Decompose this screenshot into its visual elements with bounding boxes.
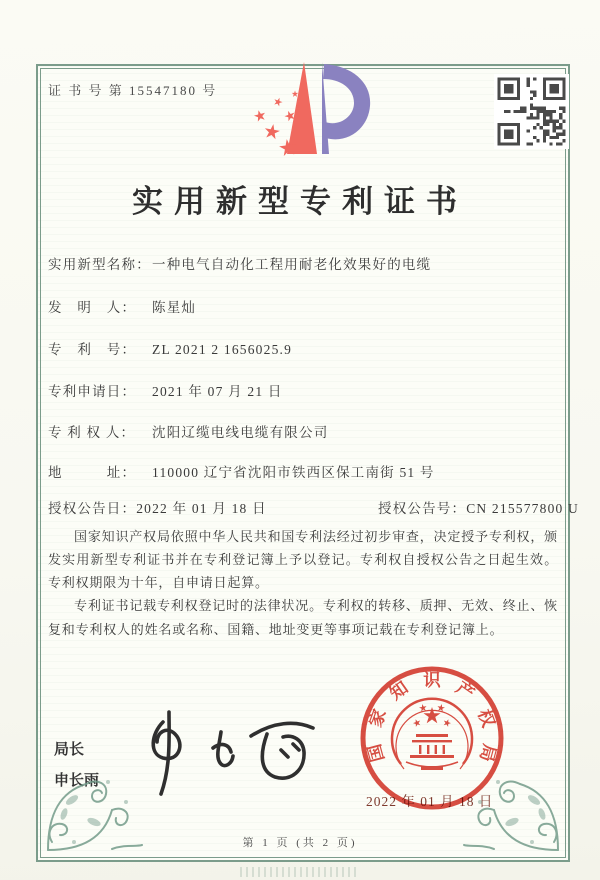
- grant-date-value: 2022 年 01 月 18 日: [136, 501, 267, 516]
- field-row-patent-no: [48, 338, 560, 358]
- field-label: 专 利 号：: [48, 342, 137, 357]
- grant-no-value: CN 215577800 U: [466, 501, 580, 516]
- field-label: 地 址：: [48, 465, 137, 480]
- svg-text:家: 家: [365, 706, 390, 730]
- svg-text:局: 局: [476, 741, 500, 765]
- signer-title: 局长: [54, 741, 85, 758]
- field-value: 一种电气自动化工程用耐老化效果好的电缆: [152, 257, 432, 272]
- legal-text: [48, 525, 558, 641]
- qr-code: [494, 74, 569, 149]
- field-row-address: [48, 461, 560, 481]
- svg-text:权: 权: [474, 706, 499, 730]
- certificate-number: 证 书 号 第 15547180 号: [48, 83, 218, 98]
- grant-date-label: 授权公告日：: [48, 501, 137, 516]
- grant-no-label: 授权公告号：: [378, 501, 467, 516]
- field-value: 陈星灿: [152, 300, 197, 315]
- field-row-patentee: [48, 421, 560, 441]
- certificate-title: 实用新型专利证书: [132, 184, 468, 219]
- field-label: 发 明 人：: [48, 300, 137, 315]
- field-label: 专 利 权 人：: [48, 425, 136, 440]
- svg-text:识: 识: [423, 670, 441, 690]
- bottom-guilloche-strip: [240, 867, 360, 877]
- legal-paragraph-2: 专利证书记载专利权登记时的法律状况。专利权的转移、质押、无效、终止、恢复和专利权人的姓名或名称、国籍、地址变更等事项记载在专利登记簿上。: [48, 598, 558, 637]
- field-row-filing-date: [48, 380, 560, 400]
- seal-date: 2022 年 01 月 18 日: [366, 794, 494, 809]
- field-label: 实用新型名称：: [48, 257, 151, 272]
- signature-shen-changyu: [133, 706, 323, 802]
- field-row-grant: [48, 497, 580, 517]
- field-value: 沈阳辽缆电线电缆有限公司: [152, 425, 329, 440]
- signer-name: 申长雨: [54, 771, 100, 789]
- field-value: 2021 年 07 月 21 日: [152, 384, 283, 399]
- page-number: 第 1 页 (共 2 页): [242, 837, 358, 849]
- legal-paragraph-1: 国家知识产权局依照中华人民共和国专利法经过初步审查，决定授予专利权，颁发实用新型专利证书并在专利登记簿上予以登记。专利权自授权公告之日起生效。专利权期限为十年，自申请日起算。: [48, 529, 558, 591]
- field-row-name: [48, 253, 560, 273]
- svg-text:产: 产: [452, 677, 479, 704]
- cnipa-logo-icon: [238, 54, 383, 166]
- field-value: 110000 辽宁省沈阳市铁西区保工南街 51 号: [152, 465, 435, 480]
- field-row-inventor: [48, 296, 560, 316]
- field-value: ZL 2021 2 1656025.9: [152, 342, 293, 357]
- field-label: 专利申请日：: [48, 384, 137, 399]
- svg-text:国: 国: [364, 741, 388, 765]
- svg-text:知: 知: [385, 677, 412, 704]
